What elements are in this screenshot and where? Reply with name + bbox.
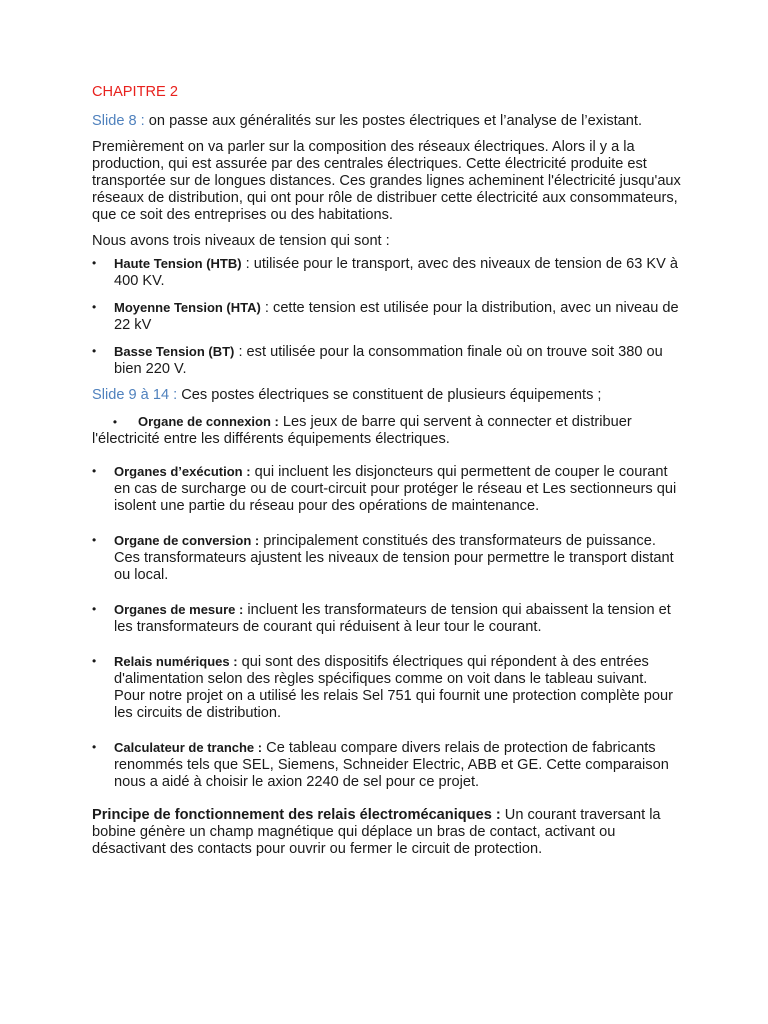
slide-9-text: Ces postes électriques se constituent de plusieurs équipements ; <box>177 387 602 403</box>
slide-8-paragraph <box>92 113 682 130</box>
bullet-icon: • <box>92 602 97 616</box>
equipment-term: Organe de conversion : <box>114 533 260 548</box>
slide-8-text: on passe aux généralités sur les postes électriques et l’analyse de l’existant. <box>144 113 643 129</box>
bullet-icon: • <box>92 533 97 547</box>
level-desc: : est utilisée pour la consommation finale où on trouve soit 380 ou bien 220 V. <box>114 344 663 377</box>
level-desc: : utilisée pour le transport, avec des niveaux de tension de 63 KV à 400 KV. <box>114 256 679 289</box>
equipment-desc: qui incluent les disjoncteurs qui permettent de couper le courant en cas de surcharge ou de court-circuit pour protéger le réseau et Les sectionneurs qui isolent une partie du réseau pour des opérations de maintenance. <box>114 464 677 514</box>
list-item <box>92 532 682 584</box>
intro-paragraph: Premièrement on va parler sur la composition des réseaux électriques. Alors il y a la production, qui est assurée par des centrales électriques. Cette électricité produite est transportée sur de longues distances. Ces grandes lignes acheminent l'électricité jusqu'aux réseaux de distribution, qui ont pour rôle de distribuer cette électricité aux consommateurs, que ce soit des entreprises ou des habitations. <box>92 139 681 223</box>
bullet-icon: • <box>92 344 97 358</box>
bullet-icon: • <box>112 415 118 429</box>
list-item <box>92 653 682 722</box>
connexion-term: Organe de connexion : <box>138 414 279 429</box>
voltage-levels-list <box>92 255 682 378</box>
equipment-desc: Ce tableau compare divers relais de protection de fabricants renommés tels que SEL, Siemens, Schneider Electric, ABB et GE. Cette comparaison nous a aidé à choisir le axion 2240 de sel pour ce projet. <box>114 740 669 790</box>
bullet-icon: • <box>92 654 97 668</box>
bullet-icon: • <box>92 256 97 270</box>
slide-9-paragraph <box>92 387 682 404</box>
equipment-list <box>92 463 682 791</box>
principe-paragraph <box>92 807 682 858</box>
levels-intro: Nous avons trois niveaux de tension qui sont : <box>92 233 390 249</box>
equipment-desc: principalement constitués des transformateurs de puissance. Ces transformateurs ajustent les niveaux de tension pour permettre le transport distant ou local. <box>114 533 674 583</box>
principe-term: Principe de fonctionnement des relais électromécaniques : <box>92 807 501 823</box>
level-desc: : cette tension est utilisée pour la distribution, avec un niveau de 22 kV <box>114 300 679 333</box>
principe-desc: Un courant traversant la bobine génère un champ magnétique qui déplace un bras de contact, activant ou désactivant des contacts pour ouvrir ou fermer le circuit de protection. <box>92 807 661 857</box>
equipment-term: Organes d’exécution : <box>114 464 251 479</box>
document-page <box>92 84 682 867</box>
list-item <box>92 255 682 290</box>
equipment-term: Calculateur de tranche : <box>114 740 263 755</box>
slide-8-label: Slide 8 : <box>92 113 145 129</box>
equipment-desc: incluent les transformateurs de tension qui abaissent la tension et les transformateurs de courant qui réduisent à leur tour le courant. <box>114 602 671 635</box>
connexion-desc: Les jeux de barre qui servent à connecter et distribuer l'électricité entre les différents équipements électriques. <box>92 414 632 447</box>
slide-9-label: Slide 9 à 14 : <box>92 387 178 403</box>
equipment-term: Organes de mesure : <box>114 602 244 617</box>
level-term: Moyenne Tension (HTA) <box>114 300 261 315</box>
bullet-icon: • <box>92 464 97 478</box>
list-item <box>92 601 682 636</box>
list-item <box>92 343 682 378</box>
level-term: Basse Tension (BT) <box>114 344 235 359</box>
list-item <box>92 299 682 334</box>
equipment-desc: qui sont des dispositifs électriques qui répondent à des entrées d'alimentation selon des règles spécifiques comme on voit dans le tableau suivant. Pour notre projet on a utilisé les relais Sel 751 qui fournit une protection complète pour les circuits de distribution. <box>114 654 673 721</box>
list-item <box>92 463 682 515</box>
bullet-icon: • <box>92 740 97 754</box>
level-term: Haute Tension (HTB) <box>114 256 242 271</box>
equipment-term: Relais numériques : <box>114 654 238 669</box>
chapter-heading: CHAPITRE 2 <box>92 84 178 100</box>
list-item <box>92 739 682 791</box>
bullet-icon: • <box>92 300 97 314</box>
connexion-paragraph <box>92 413 682 448</box>
